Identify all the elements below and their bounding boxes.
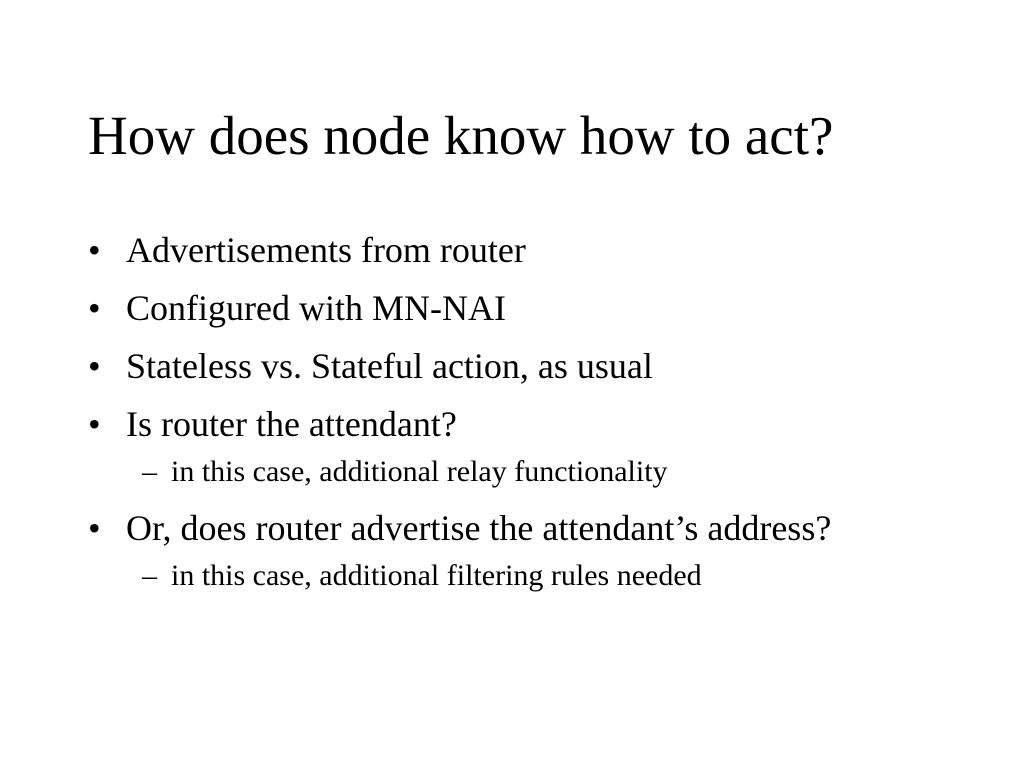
bullet-marker: • — [88, 508, 101, 548]
bullet-text: Configured with MN-NAI — [126, 288, 506, 328]
bullet-item — [86, 402, 966, 446]
sub-bullet-text: in this case, additional relay functionality — [171, 455, 668, 488]
bullet-text: Stateless vs. Stateful action, as usual — [126, 346, 653, 386]
bullet-text: Or, does router advertise the attendant’s address? — [126, 508, 832, 548]
bullet-item — [86, 286, 966, 330]
sub-bullet-marker: – — [142, 455, 157, 488]
bullet-list — [86, 228, 966, 610]
bullet-marker: • — [88, 346, 101, 386]
sub-bullet-item — [86, 454, 966, 490]
slide-title: How does node know how to act? — [88, 105, 834, 166]
sub-bullet-marker: – — [142, 559, 157, 592]
bullet-text: Is router the attendant? — [126, 404, 457, 444]
bullet-marker: • — [88, 230, 101, 270]
bullet-item — [86, 344, 966, 388]
bullet-marker: • — [88, 404, 101, 444]
bullet-item — [86, 228, 966, 272]
bullet-marker: • — [88, 288, 101, 328]
bullet-text: Advertisements from router — [126, 230, 526, 270]
sub-bullet-item — [86, 558, 966, 594]
bullet-item — [86, 506, 966, 550]
sub-bullet-text: in this case, additional filtering rules needed — [171, 559, 702, 592]
